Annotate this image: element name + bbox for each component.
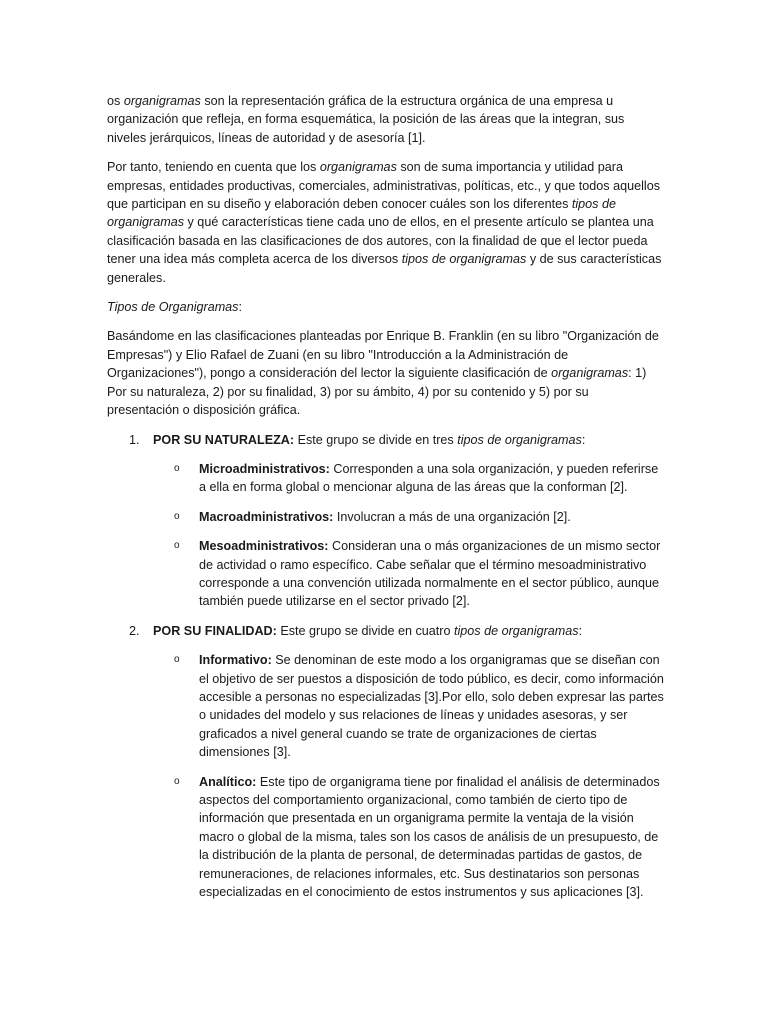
bullet-icon: o	[174, 775, 180, 787]
text-run: Se denominan de este modo a los organigramas que se diseñan con el objetivo de ser puestos a disposición de todo público, es decir, como información accesible a personas no especializadas [3].Por ello, solo deben expresar las partes o unidades del modelo y sus relaciones de líneas y unidades asesoras, y ser graficados a nivel general cuando se trate de organizaciones de ciertas dimensiones [3].	[199, 653, 664, 760]
list-item-naturaleza	[107, 431, 664, 611]
bullet-icon: o	[174, 654, 180, 666]
text-run: Este grupo se divide en cuatro	[276, 623, 454, 638]
text-run: Basándome en las clasificaciones planteadas por Enrique B. Franklin (en su libro "Organización de Empresas") y Elio Rafael de Zuani (en su libro "Introducción a la Administración de Organizaciones"), pongo a consideración del lector la siguiente clasificación de	[107, 329, 659, 381]
text-run: :	[578, 623, 583, 638]
sublist-item	[153, 460, 664, 497]
italic-term: tipos de organigramas	[457, 432, 582, 447]
sublist-item-title: Microadministrativos:	[199, 461, 330, 476]
sublist-item	[153, 773, 664, 902]
list-item-heading	[153, 431, 664, 449]
sublist-item-title: Analítico:	[199, 774, 257, 789]
italic-term: organigramas	[319, 160, 397, 175]
text-run: y qué características tiene cada uno de ellos, en el presente artículo se plantea una clasificación basada en las clasificaciones de dos autores, con la finalidad de que el lector pueda tener una idea más completa acerca de los diversos	[107, 215, 654, 267]
text-run: son de suma importancia y utilidad para empresas, entidades productivas, comerciales, administrativas, políticas, etc., y que todos aquellos que participan en su diseño y elaboración deben conocer cuáles son los diferentes	[107, 160, 660, 212]
section-heading-suffix: :	[238, 300, 242, 315]
intro-paragraph-2	[107, 158, 664, 287]
text-run: son la representación gráfica de la estructura orgánica de una empresa u organización que refleja, en forma esquemática, la posición de las áreas que la integran, sus niveles jerárquicos, líneas de autoridad y de asesoría [1].	[107, 94, 625, 145]
bullet-icon: o	[174, 462, 180, 474]
text-run: Por tanto, teniendo en cuenta que los	[107, 160, 320, 175]
list-number: 1.	[129, 432, 140, 447]
italic-term: tipos de organigramas	[453, 623, 579, 638]
sublist-item	[153, 651, 664, 761]
list-item-finalidad	[107, 622, 664, 902]
sublist-item	[153, 537, 664, 611]
sublist-item-title: Mesoadministrativos:	[199, 539, 329, 554]
sublist	[153, 651, 664, 901]
text-run: Corresponden a una sola organización, y pueden referirse a ella en forma global o mencionar alguna de las áreas que la conforman [2].	[199, 461, 659, 495]
italic-term: organigramas	[551, 366, 629, 381]
classification-paragraph	[107, 327, 664, 419]
italic-term: tipos de organigramas	[107, 197, 616, 230]
text-run: Involucran a más de una organización [2].	[333, 509, 571, 524]
list-item-heading	[153, 622, 664, 640]
italic-term: organigramas	[123, 94, 201, 108]
text-run: : 1) Por su naturaleza, 2) por su finalidad, 3) por su ámbito, 4) por su contenido y 5) por su presentación o disposición gráfica.	[107, 366, 647, 418]
list-item-title: POR SU FINALIDAD:	[153, 623, 277, 638]
text-run: os	[107, 94, 124, 108]
text-run: y de sus características generales.	[107, 252, 662, 285]
classification-list	[107, 431, 664, 902]
text-run: :	[581, 432, 586, 447]
text-run: Este tipo de organigrama tiene por finalidad el análisis de determinados aspectos del comportamiento organizacional, como también de cierto tipo de información que presentada en un organigrama permite la ventaja de la visión macro o global de la misma, tales son los casos de análisis de un presupuesto, de la distribución de la planta de personal, de determinadas partidas de gastos, de remuneraciones, de relaciones informales, etc. Sus destinatarios son personas especializadas en el conocimiento de estos instrumentos y sus aplicaciones [3].	[199, 774, 660, 900]
sublist	[153, 460, 664, 611]
italic-term: tipos de organigramas	[401, 252, 527, 267]
bullet-icon: o	[174, 510, 180, 522]
text-run: Consideran una o más organizaciones de un mismo sector de actividad o ramo específico. Cabe señalar que el término mesoadministrativo corresponde a una convención utilizada normalmente en el sector público, aunque también puede utilizarse en el sector privado [2].	[199, 539, 661, 609]
section-heading	[107, 298, 664, 316]
sublist-item-title: Macroadministrativos:	[199, 509, 334, 524]
sublist-item	[153, 508, 664, 526]
bullet-icon: o	[174, 540, 180, 552]
intro-paragraph-1	[107, 92, 664, 147]
text-run: Este grupo se divide en tres	[294, 432, 458, 447]
section-heading-text: Tipos de Organigramas	[107, 300, 239, 315]
sublist-item-title: Informativo:	[199, 653, 272, 668]
list-item-title: POR SU NATURALEZA:	[153, 432, 295, 447]
list-number: 2.	[129, 623, 140, 638]
